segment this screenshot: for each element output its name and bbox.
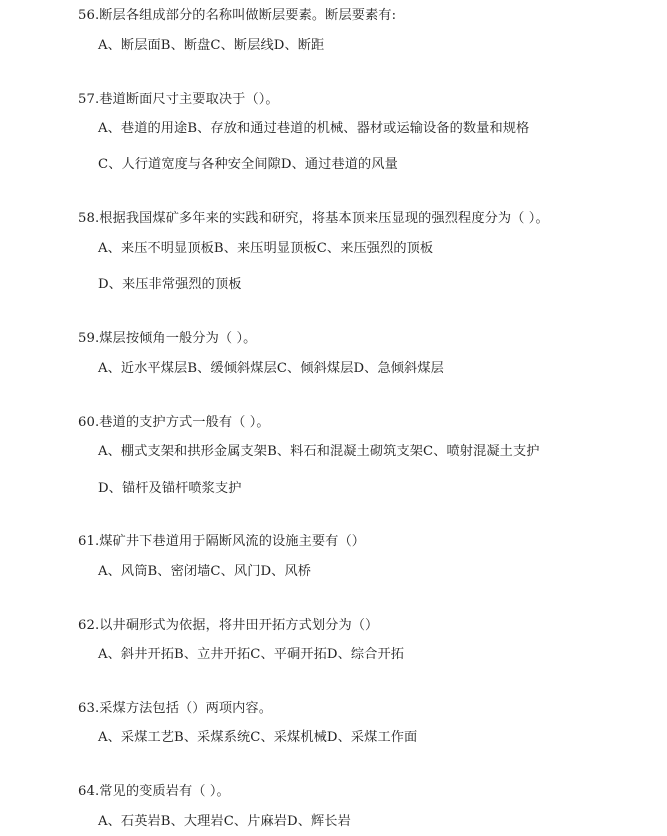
question-61-text: 61.煤矿井下巷道用于隔断风流的设施主要有（）	[78, 534, 366, 549]
question-63-options-line-1: A、采煤工艺B、采煤系统C、采煤机械D、采煤工作面	[98, 730, 418, 745]
question-64-text: 64.常见的变质岩有（ ）。	[78, 784, 230, 799]
question-57-text: 57.巷道断面尺寸主要取决于（）。	[78, 92, 279, 107]
question-64-options-line-1: A、石英岩B、大理岩C、片麻岩D、辉长岩	[98, 814, 351, 829]
question-60-options-line-1: A、棚式支架和拱形金属支架B、料石和混凝土砌筑支架C、喷射混凝土支护	[98, 444, 540, 459]
question-56-options-line-1: A、断层面B、断盘C、断层线D、断距	[98, 38, 325, 53]
question-56-text: 56.断层各组成部分的名称叫做断层要素。断层要素有:	[78, 8, 397, 23]
question-60-options-line-2: D、锚杆及锚杆喷浆支护	[98, 481, 242, 496]
question-57-options-line-2: C、人行道宽度与各种安全间隙D、通过巷道的风量	[98, 157, 398, 172]
question-62-options-line-1: A、斜井开拓B、立井开拓C、平硐开拓D、综合开拓	[98, 647, 405, 662]
question-63-text: 63.采煤方法包括（）两项内容。	[78, 701, 273, 716]
question-58-text: 58.根据我国煤矿多年来的实践和研究，将基本顶来压显现的强烈程度分为（ ）。	[78, 211, 549, 226]
question-59-options-line-1: A、近水平煤层B、缓倾斜煤层C、倾斜煤层D、急倾斜煤层	[98, 361, 444, 376]
question-58-options-line-2: D、来压非常强烈的顶板	[98, 277, 242, 292]
question-59-text: 59.煤层按倾角一般分为（ ）。	[78, 331, 257, 346]
question-60-text: 60.巷道的支护方式一般有（ ）。	[78, 415, 270, 430]
question-61-options-line-1: A、风筒B、密闭墙C、风门D、风桥	[98, 564, 312, 579]
question-62-text: 62.以井硐形式为依据，将井田开拓方式划分为（）	[78, 618, 379, 633]
question-58-options-line-1: A、来压不明显顶板B、来压明显顶板C、来压强烈的顶板	[98, 241, 434, 256]
question-57-options-line-1: A、巷道的用途B、存放和通过巷道的机械、器材或运输设备的数量和规格	[98, 121, 530, 136]
